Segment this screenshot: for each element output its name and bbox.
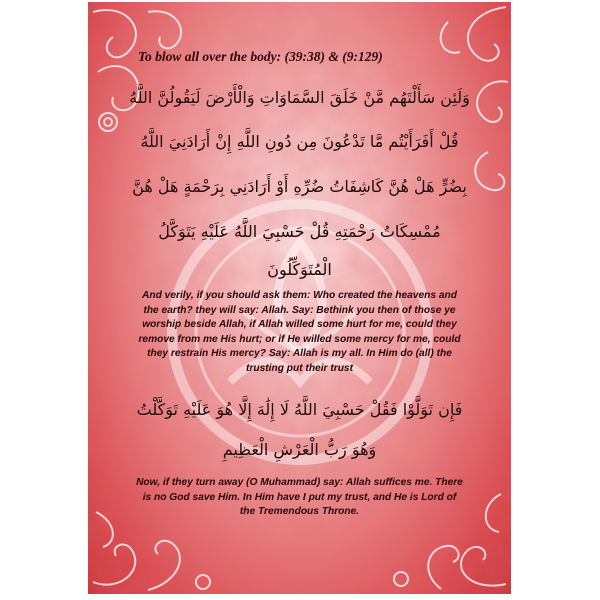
arabic-verse-line: بِضُرٍّ هَلْ هُنَّ كَاشِفَاتُ ضُرِّهِ أَوْ أَرَادَنِي بِرَحْمَةٍ هَلْ هُنَّ <box>132 177 467 196</box>
translation-line: worship beside Allah, if Allah willed some hurt for me, could they <box>142 319 457 331</box>
page-heading: To blow all over the body: (39:38) & (9:129) <box>138 49 383 64</box>
arabic-verse-line: وَلَئِن سَأَلْتَهُم مَّنْ خَلَقَ السَّمَاوَاتِ وَالْأَرْضَ لَيَقُولُنَّ اللَّهُ <box>129 88 470 107</box>
arabic-verse-line: قُلْ أَفَرَأَيْتُم مَّا تَدْعُونَ مِن دُونِ اللَّهِ إِنْ أَرَادَنِيَ اللَّهُ <box>140 132 459 151</box>
verse-card <box>88 2 511 594</box>
translation-line: remove from me His hurt; or if He willed some mercy for me, could <box>138 333 461 345</box>
arabic-verse-line: فَإِن تَوَلَّوْا فَقُلْ حَسْبِيَ اللَّهُ لَا إِلَٰهَ إِلَّا هُوَ عَلَيْهِ تَوَكَّلْتُ <box>136 400 463 419</box>
translation-line: Now, if they turn away (O Muhammad) say: Allah suffices me. There <box>136 477 463 488</box>
translation-39-38 <box>128 289 471 377</box>
translation-line: they restrain His mercy? Say: Allah is my all. In Him do (all) the <box>147 348 452 360</box>
translation-line: the earth? they will say: Allah. Say: Bethink you then of those ye <box>143 304 456 316</box>
translation-line: trusting put their trust <box>246 362 353 374</box>
translation-line: And verily, if you should ask them: Who created the heavens and <box>142 290 457 301</box>
translation-line: is no God save Him. In Him have I put my trust, and He is Lord of <box>142 491 457 503</box>
arabic-verse-line: مُمْسِكَاتُ رَحْمَتِهِ قُلْ حَسْبِيَ اللَّهُ عَلَيْهِ يَتَوَكَّلُ <box>158 222 441 241</box>
arabic-verse-line: الْمُتَوَكِّلُونَ <box>267 260 332 279</box>
translation-line: the Tremendous Throne. <box>239 506 360 518</box>
arabic-verse-line: وَهُوَ رَبُّ الْعَرْشِ الْعَظِيمِ <box>222 440 377 459</box>
translation-9-129 <box>128 476 471 520</box>
